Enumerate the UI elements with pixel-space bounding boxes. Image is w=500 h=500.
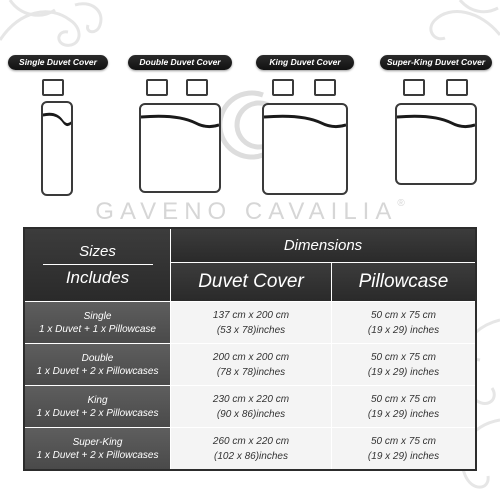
duvet-inches: (90 x 86)inches bbox=[216, 408, 286, 420]
duvet-dimension-cell bbox=[171, 386, 331, 427]
size-name: King bbox=[87, 394, 108, 406]
size-table bbox=[23, 227, 477, 471]
brand-name: GAVENO CAVAILIA bbox=[95, 198, 398, 225]
pillowcase-dimension-cell bbox=[332, 428, 475, 469]
size-includes: 1 x Duvet + 2 x Pillowcases bbox=[36, 449, 159, 461]
size-includes: 1 x Duvet + 2 x Pillowcases bbox=[36, 365, 159, 377]
pillowcase-label: Pillowcase bbox=[358, 271, 449, 292]
size-name: Double bbox=[81, 352, 114, 364]
duvet-cover-label: Duvet Cover bbox=[198, 271, 304, 292]
pillow-icon bbox=[446, 79, 468, 96]
bed-illustration-2 bbox=[128, 55, 232, 200]
size-row-label bbox=[25, 302, 170, 343]
duvet-cm: 137 cm x 200 cm bbox=[212, 309, 290, 321]
pillow-icon bbox=[186, 79, 208, 96]
size-name: Single bbox=[83, 310, 112, 322]
pillowcase-dimension-cell bbox=[332, 302, 475, 343]
pillow-cm: 50 cm x 75 cm bbox=[370, 351, 437, 363]
duvet-inches: (102 x 86)inches bbox=[214, 450, 288, 462]
duvet-cm: 230 cm x 220 cm bbox=[212, 393, 290, 405]
pillow-cm: 50 cm x 75 cm bbox=[370, 309, 437, 321]
brand-watermark bbox=[0, 198, 500, 226]
pillowcase-dimension-cell bbox=[332, 386, 475, 427]
bed-label: King Duvet Cover bbox=[256, 55, 354, 70]
pillow-inches: (19 x 29) inches bbox=[367, 408, 440, 420]
dimensions-label: Dimensions bbox=[283, 237, 363, 254]
header-divider bbox=[43, 264, 153, 265]
size-row-label bbox=[25, 386, 170, 427]
includes-header: Includes bbox=[65, 267, 130, 287]
bed-illustration-3 bbox=[255, 55, 355, 200]
duvet-dimension-cell bbox=[171, 302, 331, 343]
duvet-icon bbox=[395, 103, 477, 185]
size-name: Super-King bbox=[72, 436, 123, 448]
pillow-cm: 50 cm x 75 cm bbox=[370, 435, 437, 447]
pillow-icon bbox=[42, 79, 64, 96]
duvet-dimension-cell bbox=[171, 428, 331, 469]
floral-swirl-top-right bbox=[420, 0, 500, 50]
size-row-label bbox=[25, 344, 170, 385]
pillow-icon bbox=[272, 79, 294, 96]
pillowcase-header bbox=[332, 263, 475, 301]
brand-registered-mark: ® bbox=[397, 198, 405, 209]
size-includes: 1 x Duvet + 1 x Pillowcase bbox=[39, 323, 156, 335]
floral-swirl-top-left bbox=[0, 0, 110, 60]
size-row-label bbox=[25, 428, 170, 469]
duvet-inches: (78 x 78)inches bbox=[216, 366, 286, 378]
sizes-header: Sizes bbox=[79, 242, 116, 260]
duvet-cover-header bbox=[171, 263, 331, 301]
pillow-inches: (19 x 29) inches bbox=[367, 450, 440, 462]
pillow-inches: (19 x 29) inches bbox=[367, 366, 440, 378]
duvet-dimension-cell bbox=[171, 344, 331, 385]
pillow-icon bbox=[146, 79, 168, 96]
duvet-inches: (53 x 78)inches bbox=[216, 324, 286, 336]
bed-label: Single Duvet Cover bbox=[8, 55, 108, 70]
duvet-icon bbox=[41, 101, 73, 196]
size-includes: 1 x Duvet + 2 x Pillowcases bbox=[36, 407, 159, 419]
pillow-icon bbox=[403, 79, 425, 96]
dimensions-header bbox=[171, 229, 475, 262]
duvet-cm: 200 cm x 200 cm bbox=[212, 351, 290, 363]
duvet-cm: 260 cm x 220 cm bbox=[212, 435, 290, 447]
sizes-includes-header bbox=[25, 229, 170, 301]
bed-illustration-1 bbox=[8, 55, 106, 200]
duvet-icon bbox=[262, 103, 348, 195]
bed-label: Super-King Duvet Cover bbox=[380, 55, 492, 70]
pillow-cm: 50 cm x 75 cm bbox=[370, 393, 437, 405]
pillowcase-dimension-cell bbox=[332, 344, 475, 385]
duvet-icon bbox=[139, 103, 221, 193]
bed-illustration-4 bbox=[380, 55, 492, 200]
pillow-icon bbox=[314, 79, 336, 96]
bed-label: Double Duvet Cover bbox=[128, 55, 232, 70]
pillow-inches: (19 x 29) inches bbox=[367, 324, 440, 336]
